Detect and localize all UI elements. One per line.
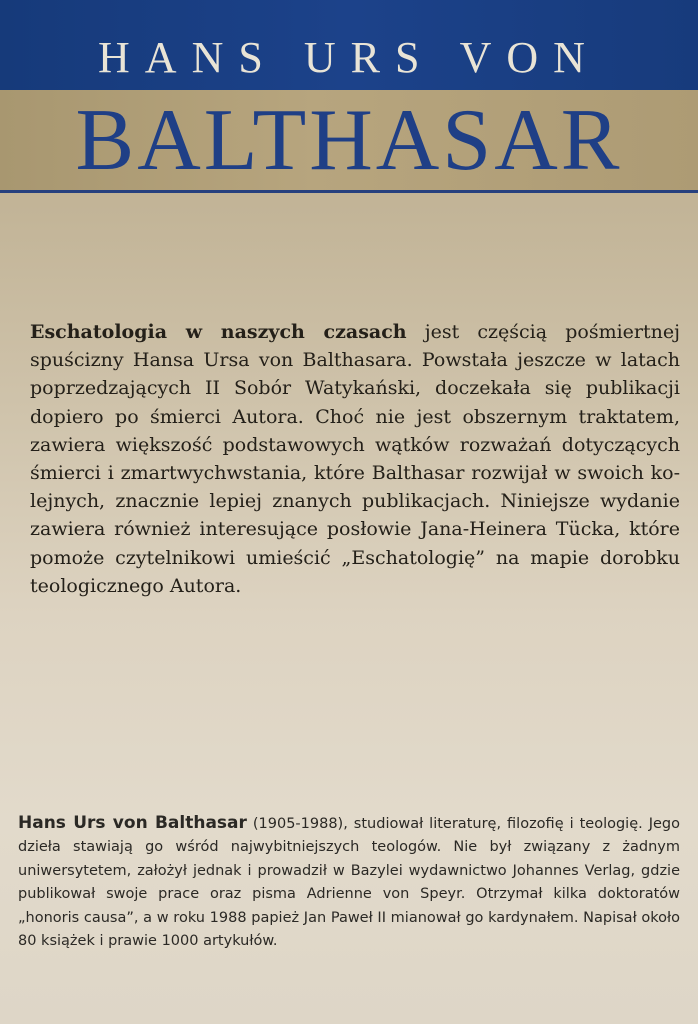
- book-description: [30, 318, 680, 600]
- author-name: Hans Urs von Balthasar: [18, 813, 247, 833]
- book-title: Eschatologia w naszych czasach: [30, 321, 407, 343]
- divider-rule: [0, 190, 698, 193]
- author-surname: BALTHASAR: [75, 92, 623, 189]
- author-bio: [18, 812, 680, 953]
- author-bio-text: (1905-1988), studiował literaturę, filozofię i teologię. Jego dzieła stawiają go wśród najwybitniejszych teologów. Nie był związany z żadnym uniwersytetem, założył jednak i prowadził w Bazylei wydawnictwo Johannes Verlag, gdzie publikował swoje prace oraz pisma Adrienne von Speyr. Otrzymał kilka doktoratów „honoris causa”, a w roku 1988 papież Jan Paweł II mianował go kardynałem. Napisał około 80 książek i prawie 1000 artykułów.: [18, 816, 680, 950]
- author-first-names: HANS URS VON: [98, 33, 600, 82]
- book-description-text: jest częścią pośmiertnej spuścizny Hansa Ursa von Balthasara. Powstała jeszcze w latach poprzedzających II Sobór Watykański, doczekała się publikacji dopiero po śmierci Autora. Choć nie jest obszernym traktatem, zawiera większość podstawowych wątków rozważań dotyczących śmierci i zmartwychwstania, które Balthasar rozwijał w swoich kolejnych, znacznie lepiej znanych publikacjach. Niniejsze wydanie zawiera również interesujące posłowie Jana-Heinera Tücka, które pomoże czytelnikowi umieścić „Eschatologię” na mapie dorobku teologicznego Autora.: [30, 321, 680, 597]
